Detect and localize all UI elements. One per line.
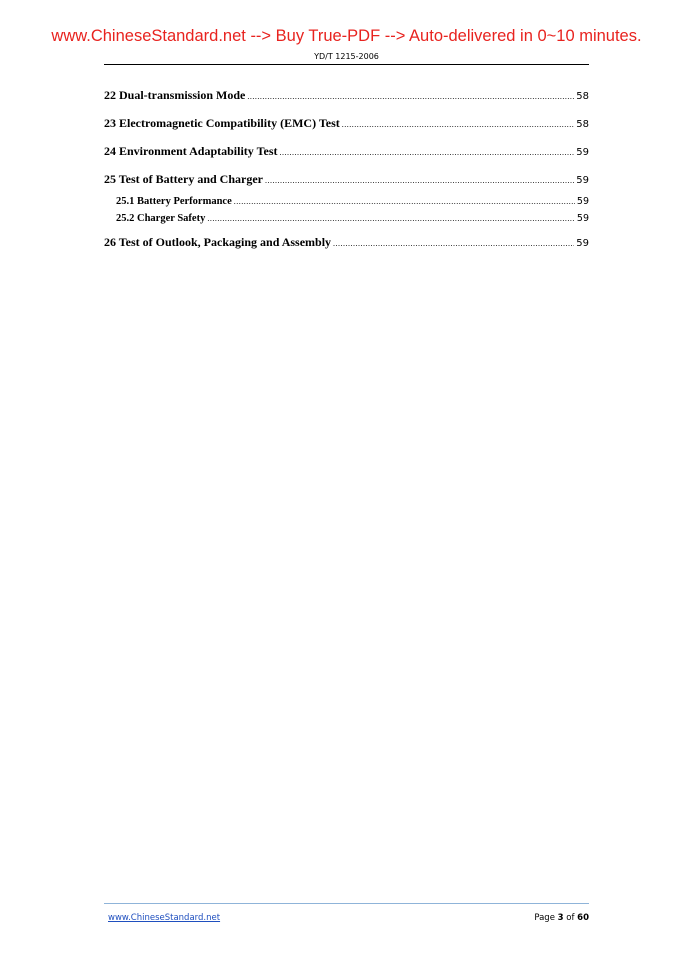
page-of: of xyxy=(566,913,575,923)
page-number xyxy=(534,913,589,923)
toc-entry-page: 58 xyxy=(576,91,589,102)
toc-dot-leader xyxy=(342,120,575,129)
toc-dot-leader xyxy=(279,148,574,157)
toc-entry-label: 23 Electromagnetic Compatibility (EMC) Test xyxy=(104,116,340,130)
toc-entry[interactable] xyxy=(104,116,589,131)
toc-entry-page: 59 xyxy=(576,213,589,224)
toc-dot-leader xyxy=(207,214,575,223)
banner-link[interactable]: www.ChineseStandard.net --> Buy True-PDF --> Auto-delivered in 0~10 minutes. xyxy=(51,27,642,45)
toc-entry-page: 59 xyxy=(576,238,589,249)
toc-subentry[interactable] xyxy=(104,213,589,224)
toc-entry-label: 26 Test of Outlook, Packaging and Assembly xyxy=(104,235,332,249)
toc-dot-leader xyxy=(247,92,574,101)
toc-entry[interactable] xyxy=(104,144,589,159)
toc-dot-leader xyxy=(333,239,574,248)
toc-entry-label: 25.2 Charger Safety xyxy=(116,213,206,224)
toc-entry-page: 59 xyxy=(576,147,589,158)
toc-entry-page: 59 xyxy=(576,175,589,186)
toc-entry-label: 25.1 Battery Performance xyxy=(116,196,232,207)
page-prefix: Page xyxy=(534,913,555,923)
toc-dot-leader xyxy=(234,197,575,206)
toc-entry[interactable] xyxy=(104,88,589,103)
toc-entry-page: 58 xyxy=(576,119,589,130)
page-total: 60 xyxy=(577,913,589,923)
footer-website-link[interactable]: www.ChineseStandard.net xyxy=(108,913,221,923)
toc-entry[interactable] xyxy=(104,172,589,187)
document-code: YD/T 1215-2006 xyxy=(314,52,379,61)
toc-entry-label: 24 Environment Adaptability Test xyxy=(104,144,278,158)
toc-entry-label: 22 Dual-transmission Mode xyxy=(104,88,246,102)
footer-divider xyxy=(104,903,589,904)
header-divider xyxy=(104,64,589,65)
toc-dot-leader xyxy=(265,176,574,185)
toc-entry-label: 25 Test of Battery and Charger xyxy=(104,172,263,186)
page-current: 3 xyxy=(557,913,564,923)
toc-entry[interactable] xyxy=(104,235,589,250)
toc-subentry[interactable] xyxy=(104,196,589,207)
toc-entry-page: 59 xyxy=(576,196,589,207)
